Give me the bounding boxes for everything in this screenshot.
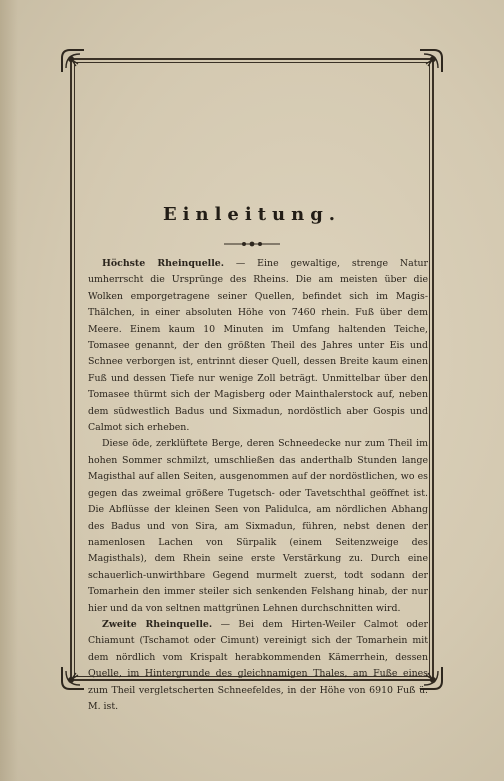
- page-gutter-shadow: [0, 0, 18, 781]
- paragraph-text: Diese öde, zerklüftete Berge, deren Schneedecke nur zum Theil im hohen Sommer schmilzt, umschließen das anderthalb Stunden lange Magisthal auf allen Seiten, ausgenommen auf der nordöstlichen, wo es gegen das zweimal größere Tugetsch- oder Tavetschthal geöffnet ist. Die Abflüsse der kleinen Seen von Palidulca, am nördlichen Abhang des Badus und von Sira, am Sixmadun, führen, nebst denen der namenlosen Lachen von Sürpalik (einem Seitenzweige des Magisthals), dem Rhein seine erste Verstärkung zu. Durch eine schauerlich-unwirthbare Gegend murmelt zuerst, todt sodann der Tomarhein den immer steiler sich senkenden Felshang hinab, der nur hier und da von seltnen mattgrünen Lehnen durchschnitten wird.: [88, 438, 428, 614]
- corner-ornament-icon: [60, 665, 86, 691]
- paragraph-text: — Bei dem Hirten-Weiler Calmot oder Chiamunt (Tschamot oder Cimunt) vereinigt sich der Tomarhein mit dem nördlich vom Krispalt herabkommenden Kämerrhein, dessen Quelle, im Hintergrunde des gleichnamigen Thales, am Fuße eines zum Theil vergletscherten Schneefeldes, in der Höhe von 6910 Fuß ü. M. ist.: [88, 618, 428, 712]
- corner-ornament-icon: [418, 48, 444, 74]
- paragraph-text: — Eine gewaltige, strenge Natur umherrscht die Ursprünge des Rheins. Die am meisten über die Wolken emporgetragene seiner Quellen, befindet sich im Magis-Thälchen, in einer absoluten Höhe von 7460 rhein. Fuß über dem Meere. Einem kaum 10 Minuten im Umfang haltenden Teiche, Tomasee genannt, der den größten Theil des Jahres unter Eis und Schnee verborgen ist, entrinnt dieser Quell, dessen Breite kaum einen Fuß und dessen Tiefe nur wenige Zoll beträgt. Unmittelbar über den Tomasee thürmt sich der Magisberg oder Mainthalerstock auf, neben dem südwestlich Badus und Sixmadun, nordöstlich aber Gospis und Calmot sich erheben.: [88, 258, 429, 434]
- paragraph-lead: Höchste Rheinquelle.: [102, 258, 225, 269]
- paragraph-third: [88, 617, 428, 715]
- corner-ornament-icon: [60, 48, 86, 74]
- body-text: [88, 256, 428, 715]
- paragraph-second: [88, 436, 428, 616]
- heading-divider-ornament-icon: [222, 240, 282, 248]
- chapter-heading: Einleitung.: [162, 204, 342, 225]
- paragraph-lead: Zweite Rheinquelle.: [102, 618, 213, 630]
- paragraph-first: [88, 256, 428, 436]
